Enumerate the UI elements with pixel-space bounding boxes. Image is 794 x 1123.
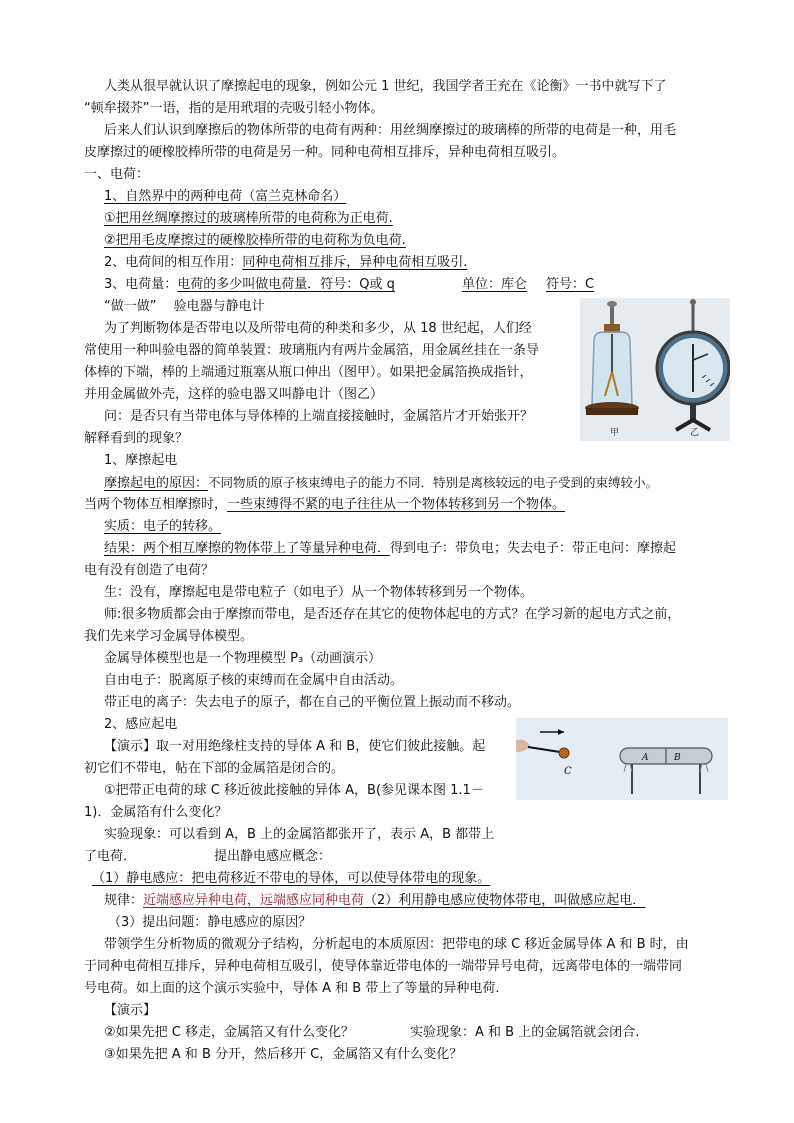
charge-interaction-text: 同种电荷相互排斥，异种电荷相互吸引. [242, 255, 468, 270]
charge-quantity-label: 3、电荷量： [104, 277, 178, 292]
cause-question: （3）提出问题：静电感应的原因？ [108, 915, 312, 930]
unit-coulomb: 单位：库仑 [462, 277, 528, 292]
positive-ion-line: 带正电的离子：失去电子的原子，都在自己的平衡位置上振动而不移动。 [104, 695, 521, 710]
electrostatic-induction-line [92, 869, 490, 889]
result-text: 结果：两个相互摩擦的物体带上了等量异种电荷． [104, 541, 391, 556]
analysis-line-3: 号电荷。如上面的这个演示实验中，导体 A 和 B 带上了等量的异种电荷. [84, 981, 500, 996]
charge-interaction-label: 2、电荷间的相互作用： [104, 255, 243, 270]
intro-line-4: 皮摩擦过的硬橡胶棒所带的电荷是另一种。同种电荷相互排斥，异种电荷相互吸引。 [84, 145, 566, 160]
question-line-2: 解释看到的现象？ [84, 431, 189, 446]
rule-line [104, 891, 645, 911]
induction-figure [516, 718, 728, 800]
charge-quantity-text: 电荷的多少叫做电荷量．符号：Q或 q [177, 277, 395, 292]
friction-heading: 1、摩擦起电 [104, 453, 178, 468]
electroscope-line-4: 并用金属做外壳，这样的验电器又叫静电计（图乙） [84, 387, 384, 402]
demo-line-2: 初它们不带电，帖在下部的金属箔是闭合的。 [84, 761, 345, 776]
figure-label-yi: 乙 [690, 428, 700, 438]
induction-charging-text: （2）利用静电感应使物体带电，叫做感应起电． [364, 893, 646, 908]
teacher-line-1: 师:很多物质都会由于摩擦而带电，是否还存在其它的使物体起电的方式？在学习新的起电方式之前， [104, 607, 681, 622]
electroscope-figure [580, 298, 730, 441]
subheading-two-charges: 1、自然界中的两种电荷（富兰克林命名） [104, 189, 347, 204]
remove-c-observation: 实验现象：A 和 B 上的金属箔就会闭合. [410, 1025, 640, 1040]
demo-line-1: 【演示】取一对用绝缘柱支持的导体 A 和 B，使它们彼此接触。起 [104, 739, 486, 754]
friction-cause-line [104, 473, 658, 494]
result-question: 电有没有创造了电荷？ [84, 563, 215, 578]
student-answer: 生：没有，摩擦起电是带电粒子（如电子）从一个物体转移到另一个物体。 [104, 585, 534, 600]
friction-transfer-prefix: 当两个物体互相摩擦时， [84, 497, 228, 512]
induction-heading: 2、感应起电 [104, 717, 178, 732]
electrostatic-induction-text: （1）静电感应：把电荷移近不带电的导体，可以使导体带电的现象。 [92, 871, 491, 886]
observation-line-2a: 了电荷． [84, 849, 137, 864]
charge-quantity-line [104, 275, 395, 295]
essence-line: 实质：电子的转移。 [104, 519, 222, 534]
result-detail: 得到电子：带负电；失去电子：带正电问：摩擦起 [390, 541, 677, 556]
observation-line-2b: 提出静电感应概念： [214, 849, 332, 864]
rule-text: 近端感应异种电荷，远端感应同种电荷 [143, 893, 365, 908]
electroscope-line-1: 为了判断物体是否带电以及所带电荷的种类和多少，从 18 世纪起，人们经 [104, 321, 532, 336]
friction-transfer-text: 一些束缚得不紧的电子往往从一个物体转移到另一个物体。 [227, 497, 566, 512]
remove-c-question: ②如果先把 C 移走，金属箔又有什么变化？ [104, 1025, 354, 1040]
analysis-line-2: 于同种电荷相互排斥，异种电荷相互吸引，使导体靠近带电体的一端带异号电荷，远离带电体的一端带同 [84, 959, 683, 974]
demo-line-3: ①把带正电荷的球 C 移近彼此接触的异体 A，B(参见课本图 1.1－ [104, 783, 484, 798]
observation-line-1: 实验现象：可以看到 A，B 上的金属箔都张开了，表示 A，B 都带上 [104, 827, 495, 842]
section-heading-charge: 一、电荷： [84, 167, 150, 182]
positive-charge-definition: ①把用丝绸摩擦过的玻璃棒所带的电荷称为正电荷. [104, 211, 393, 226]
question-line-1: 问：是否只有当带电体与导体棒的上端直接接触时，金属箔片才开始张开？ [104, 409, 534, 424]
teacher-line-2: 我们先来学习金属导体模型。 [84, 629, 254, 644]
demo-heading-2: 【演示】 [104, 1003, 157, 1018]
demo-line-4: 1)．金属箔有什么变化？ [84, 805, 228, 820]
free-electron-line: 自由电子：脱离原子核的束缚而在金属中自由活动。 [104, 673, 404, 688]
conductor-a-label: A [642, 753, 649, 763]
friction-cause-label: 摩擦起电的原因： [104, 476, 209, 491]
negative-charge-definition: ②把用毛皮摩擦过的硬橡胶棒所带的电荷称为负电荷. [104, 233, 406, 248]
metal-model-line: 金属导体模型也是一个物理模型 P₃（动画演示） [104, 651, 382, 666]
electroscope-line-3: 体棒的下端，棒的上端通过瓶塞从瓶口伸出（图甲）。如果把金属箔换成指针， [84, 365, 533, 380]
intro-line-1: 人类从很早就认识了摩擦起电的现象，例如公元 1 世纪，我国学者王充在《论衡》一书中就写下了 [104, 79, 667, 94]
ball-c-label: C [564, 766, 572, 777]
analysis-line-1: 带领学生分析物质的微观分子结构，分析起电的本质原因：把带电的球 C 移近金属导体 A 和 B 时，由 [104, 937, 689, 952]
conductor-b-label: B [674, 753, 681, 763]
rule-label: 规律： [104, 893, 144, 908]
result-line [104, 539, 676, 559]
electroscope-line-2: 常使用一种叫验电器的简单装置：玻璃瓶内有两片金属箔，用金属丝挂在一条导 [84, 343, 540, 358]
intro-line-3: 后来人们认识到摩擦后的物体所带的电荷有两种：用丝绸摩擦过的玻璃棒的所带的电荷是一种，用毛 [104, 123, 677, 138]
friction-transfer-line [84, 495, 565, 515]
figure-label-jia: 甲 [610, 428, 620, 438]
friction-cause-text: 不同物质的原子核束缚电子的能力不同．特别是离核较远的电子受到的束缚较小。 [208, 475, 659, 490]
unit-symbol: 符号：C [546, 277, 595, 292]
separate-ab-question: ③如果先把 A 和 B 分开，然后移开 C，金属箔又有什么变化？ [104, 1047, 463, 1062]
charge-interaction-line [104, 253, 467, 273]
activity-heading: “做一做” 验电器与静电计 [104, 299, 265, 314]
intro-line-2: “顿牟掇芥”一语，指的是用玳瑁的壳吸引轻小物体。 [84, 101, 384, 116]
